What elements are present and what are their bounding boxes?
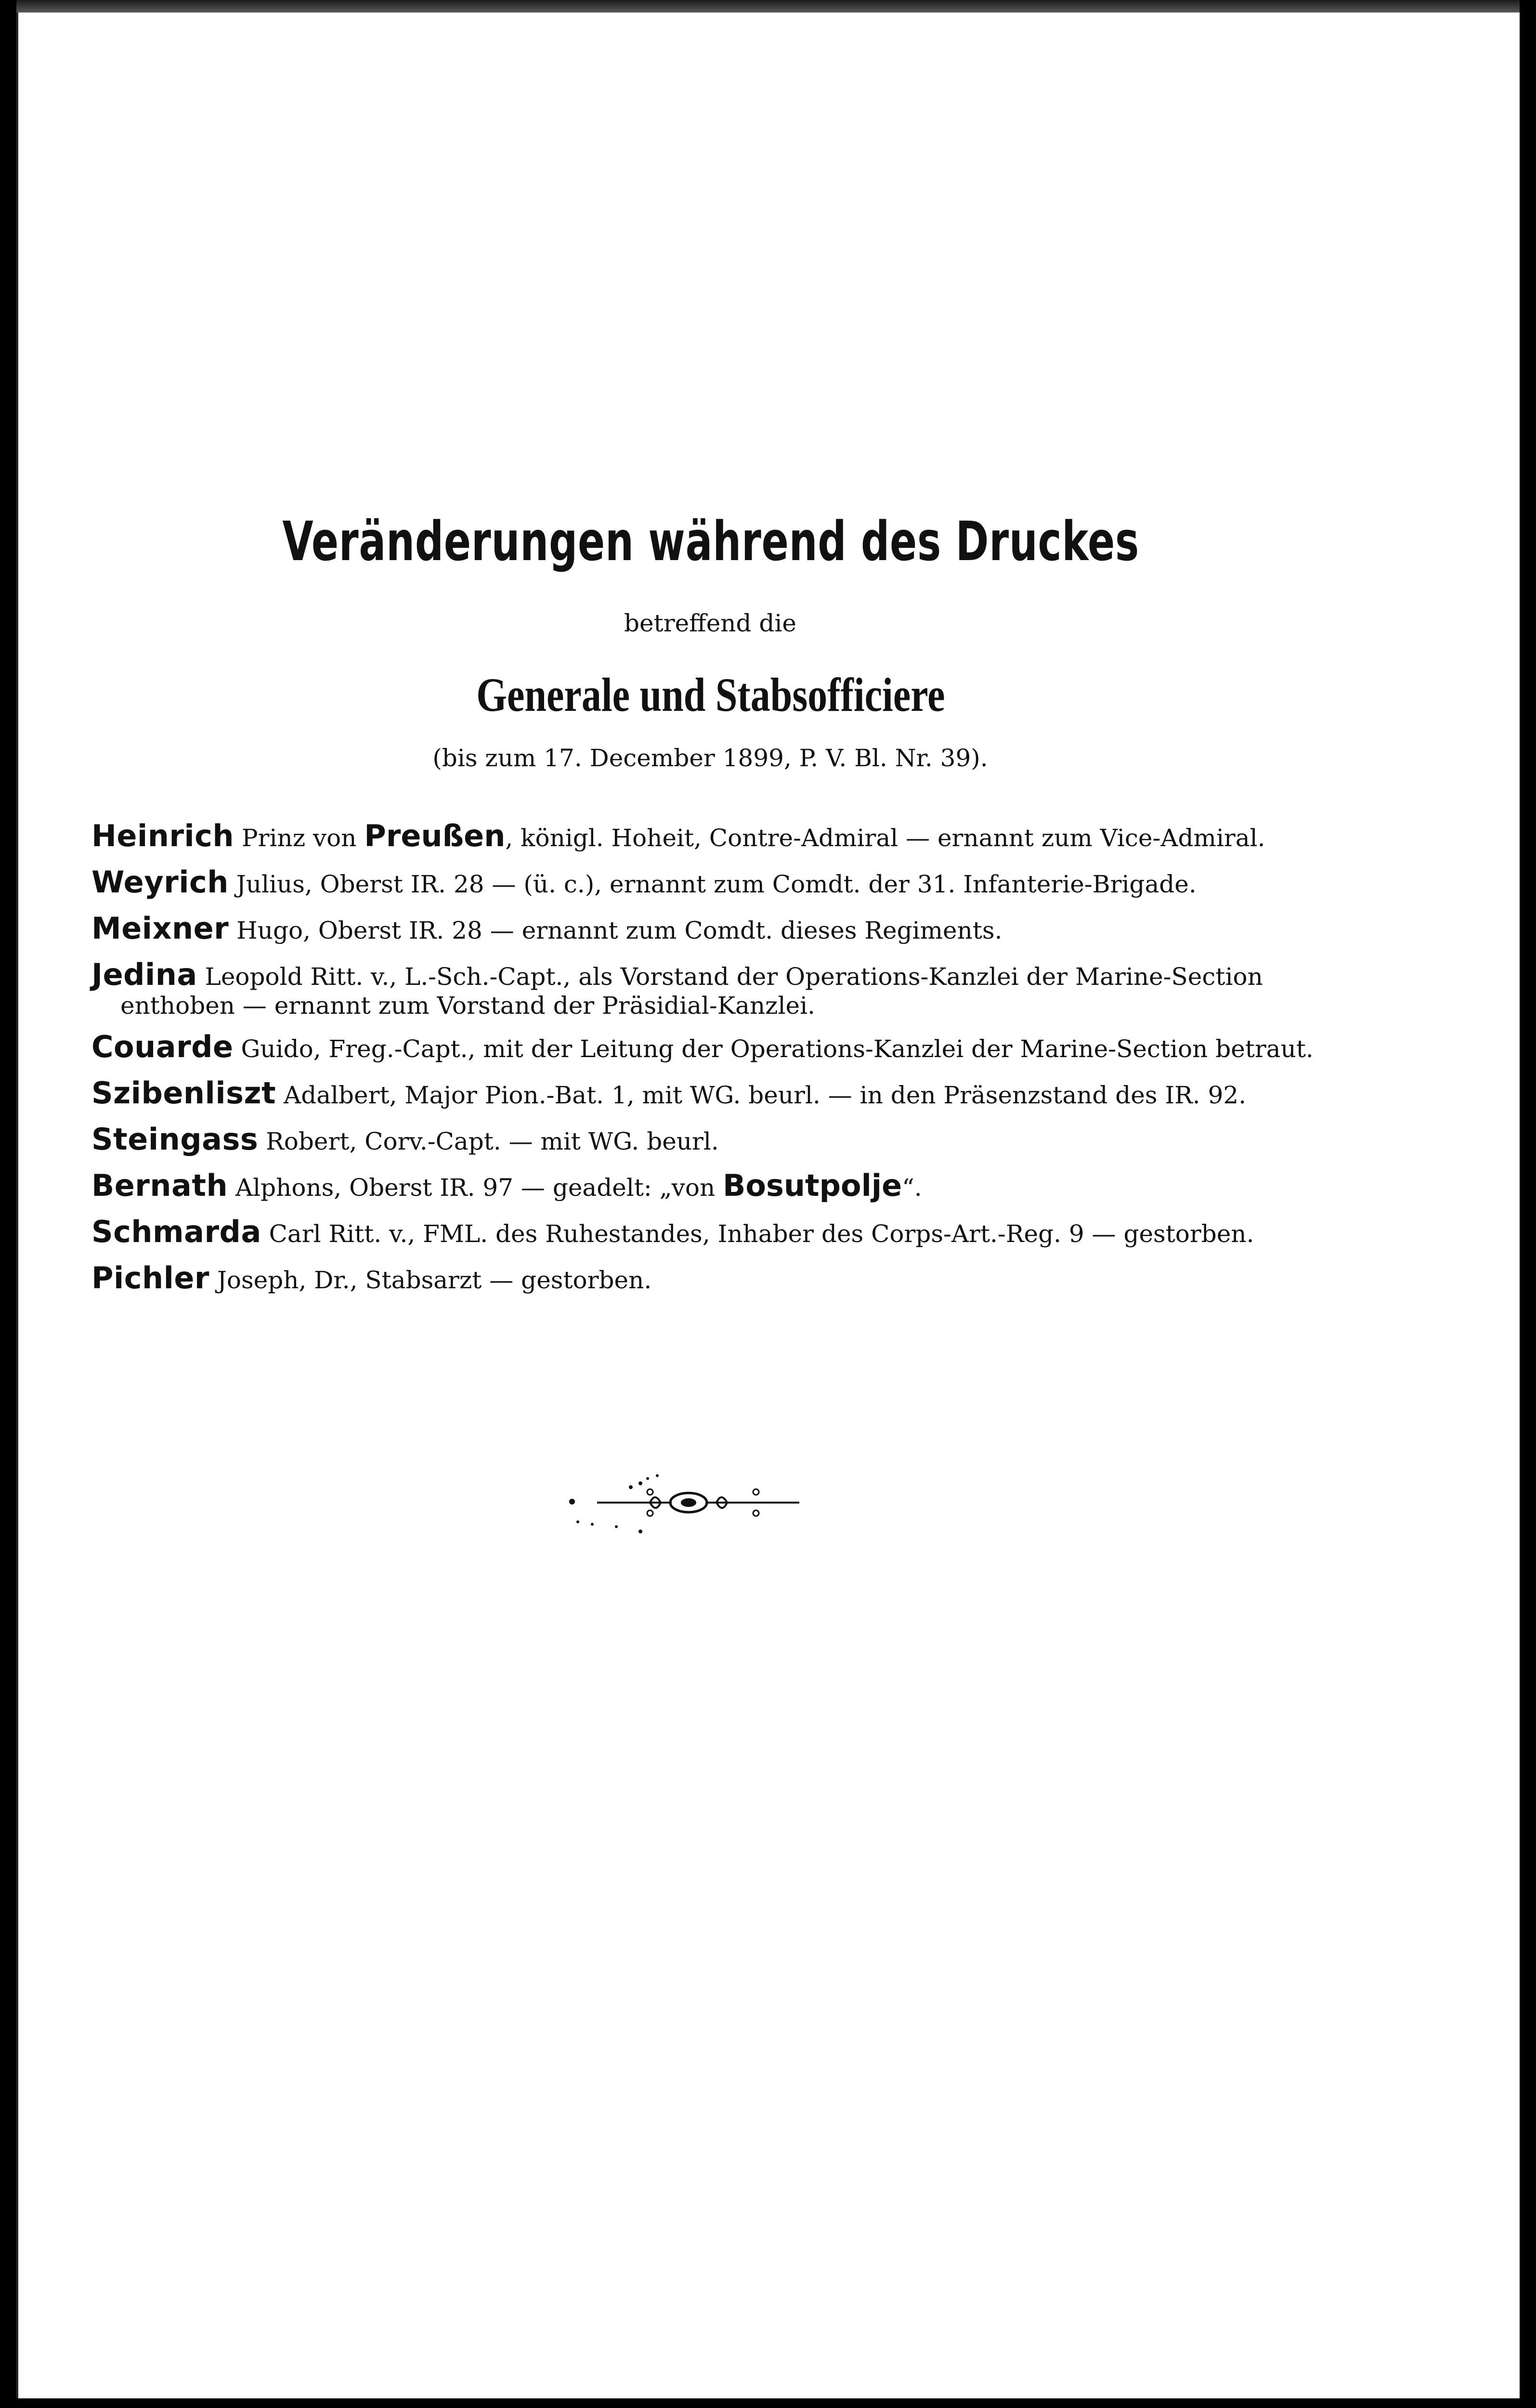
subtitle-large: Generale und Stabsofficiere [476,668,945,721]
list-item [91,1256,1343,1302]
entry-text: Robert, Corv.-Capt. — mit WG. beurl. [258,1127,719,1155]
subtitle-small: betreffend die [624,609,796,637]
entry-text: Leopold Ritt. v., L.-Sch.-Capt., als Vorstand der Operations-Kanzlei der Marine-Section [197,963,1263,991]
list-item [91,1164,1343,1210]
list-item [91,1025,1343,1071]
entry-name: Pichler [91,1260,209,1296]
entry-name: Steingass [91,1122,259,1157]
entry-name: Heinrich [91,818,234,853]
scan-border-left [0,0,16,2408]
page-title: Veränderungen während des Druckes [282,510,1140,573]
scan-border-bottom [0,2398,1536,2408]
entry-text: Prinz von [234,824,364,852]
list-item [91,906,1343,953]
entry-name: Szibenliszt [91,1075,276,1111]
entry-text: Hugo, Oberst IR. 28 — ernannt zum Comdt. dieses Regiments. [229,916,1002,944]
entry-text: Guido, Freg.-Capt., mit der Leitung der Operations-Kanzlei der Marine-Section betraut. [233,1035,1314,1063]
scan-border-top [0,0,1536,13]
entry-continuation: enthoben — ernannt zum Vorstand der Präsidial-Kanzlei. [120,992,815,1020]
entry-text: Alphons, Oberst IR. 97 — geadelt: „von [228,1174,723,1202]
entry-name: Weyrich [91,864,229,900]
entry-name: Schmarda [91,1214,261,1249]
entry-name: Bernath [91,1168,228,1203]
entry-text: , königl. Hoheit, Contre-Admiral — ernannt zum Vice-Admiral. [505,824,1265,852]
date-note: (bis zum 17. December 1899, P. V. Bl. Nr. 39). [432,744,988,772]
entry-text: “. [902,1174,922,1202]
entry-name: Couarde [91,1029,234,1064]
entry-text: Carl Ritt. v., FML. des Ruhestandes, Inhaber des Corps-Art.-Reg. 9 — gestorben. [261,1220,1254,1248]
entry-bold-name: Preußen [364,818,506,853]
entry-name: Meixner [91,911,229,946]
list-item [91,860,1343,906]
list-item [91,1210,1343,1256]
entry-text: Adalbert, Major Pion.-Bat. 1, mit WG. beurl. — in den Präsenzstand des IR. 92. [276,1081,1247,1109]
scan-border-right [1520,0,1536,2408]
entry-text: Joseph, Dr., Stabsarzt — gestorben. [209,1266,652,1294]
entry-name: Jedina [91,957,197,992]
entry-text: Julius, Oberst IR. 28 — (ü. c.), ernannt zum Comdt. der 31. Infanterie-Brigade. [228,870,1197,898]
list-item [91,814,1343,860]
decorative-flourish-icon [568,1464,809,1541]
list-item [91,1117,1343,1164]
list-item [91,953,1343,999]
list-item [91,1071,1343,1117]
entries-list [91,814,1343,1302]
entry-bold-name: Bosutpolje [723,1168,902,1203]
